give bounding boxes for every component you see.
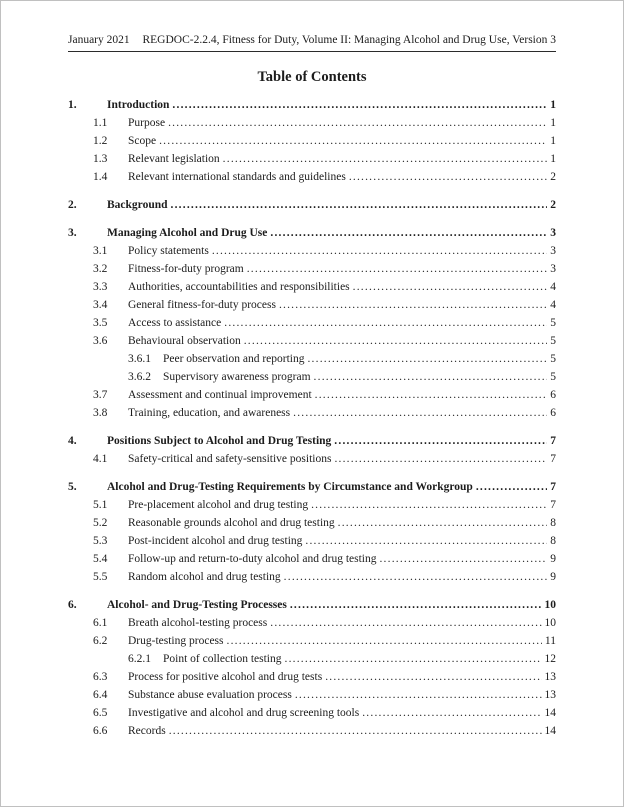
toc-entry-title: Investigative and alcohol and drug screening tools [128,707,360,719]
toc-entry-number: 3.6.2 [128,371,151,383]
toc-entry [68,550,556,568]
toc-entry-page: 5 [550,371,556,383]
toc-entry [68,478,556,496]
toc-entry [68,668,556,686]
toc-entry-title: Training, education, and awareness [128,407,291,419]
dot-leader [171,196,548,214]
header-document-title: REGDOC-2.2.4, Fitness for Duty, Volume II: Managing Alcohol and Drug Use, Version 3 [142,34,556,46]
dot-leader [334,450,547,468]
toc-entry-page: 10 [544,599,556,611]
toc-entry [68,196,556,214]
toc-entry [68,332,556,350]
toc-entry [68,514,556,532]
toc-entry [68,368,556,386]
toc-entry-title: Background [107,199,168,211]
toc-entry [68,168,556,186]
toc-entry-title: Drug-testing process [128,635,224,647]
toc-entry-page: 13 [544,671,556,683]
toc-entry [68,614,556,632]
toc-entry-title: Peer observation and reporting [163,353,305,365]
toc-entry-page: 13 [544,689,556,701]
toc-entry-number: 5.5 [93,571,108,583]
toc-entry-number: 6.5 [93,707,108,719]
toc-entry [68,704,556,722]
dot-leader [284,568,548,586]
dot-leader [159,132,547,150]
toc-entry-number: 3.8 [93,407,108,419]
toc-entry [68,432,556,450]
toc-entry [68,278,556,296]
toc-entry-page: 6 [550,407,556,419]
dot-leader [212,242,547,260]
toc-entry-title: Safety-critical and safety-sensitive positions [128,453,332,465]
toc-entry [68,350,556,368]
toc-entry-number: 6.4 [93,689,108,701]
toc-entry [68,450,556,468]
toc-entry-number: 3.2 [93,263,108,275]
toc-entry-page: 2 [550,171,556,183]
toc-entry-title: Point of collection testing [163,653,282,665]
toc-entry [68,224,556,242]
toc-entry [68,132,556,150]
dot-leader [293,404,547,422]
toc-entry-page: 5 [550,353,556,365]
toc-entry-number: 6.3 [93,671,108,683]
toc-entry-number: 1. [68,99,77,111]
toc-entry-page: 7 [550,499,556,511]
toc-entry-number: 3.7 [93,389,108,401]
toc-entry-page: 3 [550,263,556,275]
toc-entry-title: Managing Alcohol and Drug Use [107,227,268,239]
dot-leader [476,478,547,496]
dot-leader [353,278,548,296]
dot-leader [305,532,547,550]
dot-leader [244,332,548,350]
toc-entry-title: Alcohol and Drug-Testing Requirements by Circumstance and Workgroup [107,481,473,493]
header-date: January 2021 [68,34,130,46]
dot-leader [270,224,547,242]
toc-entry [68,242,556,260]
toc-entry [68,150,556,168]
toc-entry-title: Positions Subject to Alcohol and Drug Testing [107,435,332,447]
toc-entry-title: Fitness-for-duty program [128,263,244,275]
toc-entry-page: 11 [544,635,556,647]
toc-entry-number: 2. [68,199,77,211]
dot-leader [172,96,547,114]
toc-entry-page: 8 [550,535,556,547]
toc-entry-title: Purpose [128,117,166,129]
toc-entry-number: 3.5 [93,317,108,329]
toc-entry [68,386,556,404]
dot-leader [325,668,541,686]
dot-leader [311,496,547,514]
toc-entry-title: Relevant legislation [128,153,220,165]
dot-leader [290,596,542,614]
toc-entry-page: 1 [550,117,556,129]
toc-entry-page: 5 [550,335,556,347]
toc-entry-number: 4. [68,435,77,447]
toc-entry-page: 1 [550,99,556,111]
toc-entry-title: Random alcohol and drug testing [128,571,281,583]
toc-entry-number: 6.2 [93,635,108,647]
dot-leader [227,632,542,650]
toc-entry-title: Follow-up and return-to-duty alcohol and drug testing [128,553,377,565]
toc-entry [68,404,556,422]
toc-entry-page: 7 [550,435,556,447]
toc-entry [68,96,556,114]
toc-entry-number: 3.6 [93,335,108,347]
toc-entry-title: Process for positive alcohol and drug tests [128,671,323,683]
page-header [68,33,556,48]
dot-leader [168,114,547,132]
toc-entry-number: 5. [68,481,77,493]
toc-entry-title: General fitness-for-duty process [128,299,276,311]
page-title: Table of Contents [257,69,367,85]
toc-entry-page: 10 [544,617,556,629]
toc-entry-number: 5.2 [93,517,108,529]
toc-entry-page: 14 [544,725,556,737]
toc-entry-number: 3.4 [93,299,108,311]
toc-entry-number: 4.1 [93,453,108,465]
toc-entry-title: Scope [128,135,157,147]
toc-entry-title: Post-incident alcohol and drug testing [128,535,303,547]
dot-leader [315,386,548,404]
toc-entry-title: Access to assistance [128,317,222,329]
toc-entry [68,314,556,332]
dot-leader [285,650,542,668]
toc-entry-page: 7 [550,481,556,493]
toc-entry-page: 4 [550,299,556,311]
toc-entry-number: 6. [68,599,77,611]
dot-leader [307,350,547,368]
toc-entry-number: 1.2 [93,135,108,147]
toc-entry-page: 2 [550,199,556,211]
dot-leader [379,550,547,568]
toc-entry-title: Relevant international standards and guidelines [128,171,346,183]
toc-entry-page: 1 [550,135,556,147]
toc-entry-page: 5 [550,317,556,329]
toc-entry [68,596,556,614]
toc-entry-number: 3.3 [93,281,108,293]
toc-entry-page: 9 [550,571,556,583]
dot-leader [334,432,547,450]
toc-entry [68,496,556,514]
toc-entry-number: 5.1 [93,499,108,511]
toc-entry-page: 8 [550,517,556,529]
dot-leader [349,168,547,186]
toc-entry-title: Introduction [107,99,170,111]
toc-entry-number: 1.4 [93,171,108,183]
toc-entry-title: Reasonable grounds alcohol and drug testing [128,517,335,529]
header-rule [68,51,556,52]
toc-entry-number: 5.4 [93,553,108,565]
toc-entry-title: Alcohol- and Drug-Testing Processes [107,599,287,611]
toc-entry [68,650,556,668]
toc-entry-page: 3 [550,245,556,257]
toc-entry-number: 1.3 [93,153,108,165]
dot-leader [295,686,542,704]
toc-entry-page: 14 [544,707,556,719]
dot-leader [314,368,548,386]
toc-entry-page: 3 [550,227,556,239]
toc-entry-number: 3. [68,227,77,239]
toc-entry [68,722,556,740]
toc-entry-title: Supervisory awareness program [163,371,311,383]
toc-entry-title: Authorities, accountabilities and responsibilities [128,281,350,293]
toc-entry-title: Breath alcohol-testing process [128,617,268,629]
toc-entry-page: 12 [544,653,556,665]
toc-entry-title: Records [128,725,166,737]
toc-entry-number: 6.2.1 [128,653,151,665]
dot-leader [223,150,548,168]
toc-entry-page: 1 [550,153,556,165]
toc-entry [68,532,556,550]
toc-entry [68,114,556,132]
toc-list [68,96,556,740]
toc-entry-title: Pre-placement alcohol and drug testing [128,499,309,511]
dot-leader [338,514,548,532]
toc-entry-title: Policy statements [128,245,209,257]
toc-entry-number: 5.3 [93,535,108,547]
toc-entry-number: 3.6.1 [128,353,151,365]
dot-leader [279,296,547,314]
dot-leader [224,314,547,332]
toc-entry-title: Substance abuse evaluation process [128,689,292,701]
toc-entry-number: 6.6 [93,725,108,737]
toc-entry [68,568,556,586]
toc-entry [68,296,556,314]
toc-entry-number: 3.1 [93,245,108,257]
toc-entry-page: 6 [550,389,556,401]
dot-leader [169,722,542,740]
toc-entry-title: Behavioural observation [128,335,241,347]
dot-leader [247,260,548,278]
toc-entry-page: 7 [550,453,556,465]
toc-entry [68,686,556,704]
toc-entry-title: Assessment and continual improvement [128,389,312,401]
dot-leader [270,614,541,632]
toc-entry-page: 4 [550,281,556,293]
toc-entry-page: 9 [550,553,556,565]
dot-leader [362,704,541,722]
toc-entry-number: 6.1 [93,617,108,629]
toc-entry [68,260,556,278]
toc-entry [68,632,556,650]
toc-entry-number: 1.1 [93,117,108,129]
